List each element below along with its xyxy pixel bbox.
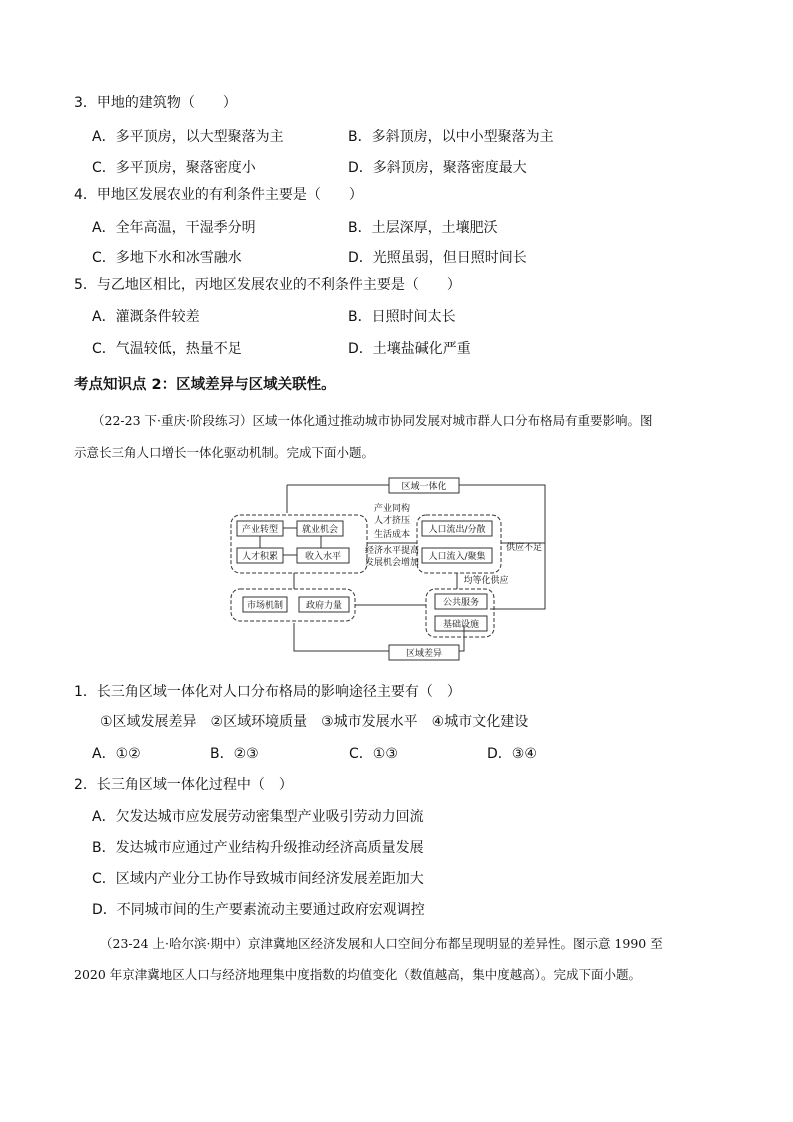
q4-option-b: B．土层深厚，土壤肥沃 bbox=[348, 220, 498, 236]
diagram-top-label: 区域一体化 bbox=[401, 482, 447, 492]
integration-mechanism-diagram bbox=[229, 473, 559, 664]
box-public-service: 公共服务 bbox=[442, 598, 480, 608]
q3-option-b: B．多斜顶房，以中小型聚落为主 bbox=[348, 129, 554, 145]
q5-stem: 5．与乙地区相比，丙地区发展农业的不利条件主要是（ ） bbox=[74, 277, 461, 293]
box-employment: 就业机会 bbox=[301, 525, 339, 535]
q2-option-c: C．区域内产业分工协作导致城市间经济发展差距加大 bbox=[92, 871, 424, 887]
q5-option-a: A．灌溉条件较差 bbox=[92, 309, 200, 325]
q3-option-d: D．多斜顶房，聚落密度最大 bbox=[348, 160, 527, 176]
q5-option-d: D．土壤盐碱化严重 bbox=[348, 341, 471, 357]
q1-option-a: A．①② bbox=[92, 746, 141, 762]
mid-text-5: 发展机会增加 bbox=[364, 558, 420, 568]
box-income: 收入水平 bbox=[304, 552, 342, 562]
q4-stem: 4．甲地区发展农业的有利条件主要是（ ） bbox=[74, 187, 363, 203]
diagram-bottom-label: 区域差异 bbox=[405, 649, 443, 659]
q1-items: ①区域发展差异 ②区域环境质量 ③城市发展水平 ④城市文化建设 bbox=[100, 714, 529, 730]
equal-supply-label: 均等化供应 bbox=[463, 576, 509, 586]
mid-text-3: 生活成本 bbox=[373, 530, 411, 540]
q1-stem: 1．长三角区域一体化对人口分布格局的影响途径主要有（ ） bbox=[74, 684, 461, 700]
q1-option-d: D．③④ bbox=[487, 746, 537, 762]
intro1-line2: 示意长三角人口增长一体化驱动机制。完成下面小题。 bbox=[74, 445, 375, 460]
q3-option-c: C．多平顶房，聚落密度小 bbox=[92, 160, 256, 176]
box-infrastructure: 基础设施 bbox=[442, 620, 480, 630]
box-talent: 人才积累 bbox=[241, 552, 279, 562]
intro2-line1: （23-24 上·哈尔滨·期中）京津冀地区经济发展和人口空间分布都呈现明显的差异性。图示意 1990 至 bbox=[100, 936, 663, 951]
q4-option-c: C．多地下水和冰雪融水 bbox=[92, 250, 242, 266]
section-heading: 考点知识点 2：区域差异与区域关联性。 bbox=[74, 377, 336, 393]
mid-text-1: 产业同构 bbox=[373, 504, 411, 514]
q3-option-a: A．多平顶房，以大型聚落为主 bbox=[92, 129, 284, 145]
supply-short-label: 供应不足 bbox=[505, 543, 543, 553]
q1-option-c: C．①③ bbox=[349, 746, 398, 762]
q4-option-a: A．全年高温，干湿季分明 bbox=[92, 220, 256, 236]
mid-text-2: 人才挤压 bbox=[373, 516, 411, 526]
box-industry-transform: 产业转型 bbox=[241, 525, 279, 535]
box-government: 政府力量 bbox=[305, 601, 343, 611]
q1-option-b: B．②③ bbox=[210, 746, 259, 762]
q5-option-c: C．气温较低，热量不足 bbox=[92, 341, 242, 357]
box-inflow: 人口流入/聚集 bbox=[428, 552, 486, 562]
q5-option-b: B．日照时间太长 bbox=[348, 309, 456, 325]
intro1-line1: （22-23 下·重庆·阶段练习）区域一体化通过推动城市协同发展对城市群人口分布格局有重要影响。图 bbox=[92, 413, 653, 428]
q2-option-a: A．欠发达城市应发展劳动密集型产业吸引劳动力回流 bbox=[92, 809, 424, 825]
q3-stem: 3．甲地的建筑物（ ） bbox=[74, 95, 237, 111]
box-market: 市场机制 bbox=[246, 601, 284, 611]
intro2-line2: 2020 年京津冀地区人口与经济地理集中度指数的均值变化（数值越高，集中度越高）。完成下面小题。 bbox=[74, 967, 642, 982]
q2-option-d: D．不同城市间的生产要素流动主要通过政府宏观调控 bbox=[92, 902, 425, 918]
mid-text-4: 经济水平提高 bbox=[364, 546, 420, 556]
q4-option-d: D．光照虽弱，但日照时间长 bbox=[348, 250, 527, 266]
box-outflow: 人口流出/分散 bbox=[428, 525, 486, 535]
q2-stem: 2．长三角区域一体化过程中（ ） bbox=[74, 777, 293, 793]
q2-option-b: B．发达城市应通过产业结构升级推动经济高质量发展 bbox=[92, 840, 424, 856]
